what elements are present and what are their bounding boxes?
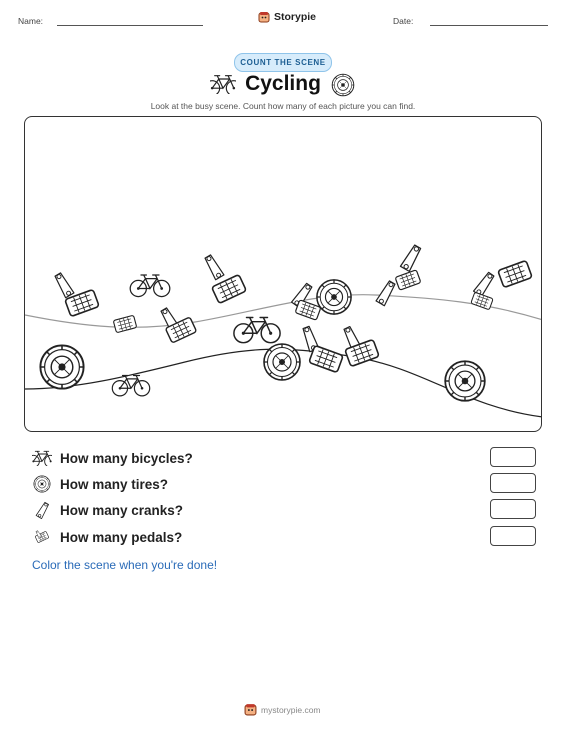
scene-pedal: [113, 315, 137, 333]
instructions: Look at the busy scene. Count how many of each picture you can find.: [150, 101, 416, 111]
scene-crank: [204, 254, 224, 280]
question-text: How many pedals?: [60, 529, 183, 545]
scene-bicycle: [234, 318, 280, 343]
scene-bicycle: [112, 376, 149, 396]
scene-tire: [317, 280, 351, 314]
scene-crank: [376, 280, 396, 306]
footer: [244, 703, 321, 716]
question-text: How many cranks?: [60, 502, 184, 518]
question-bicycles: [32, 448, 193, 468]
scene-tire: [445, 361, 485, 401]
tire-icon: [33, 475, 51, 493]
question-cranks: [32, 500, 183, 520]
scene-tire: [264, 344, 300, 380]
page-title: Cycling: [245, 72, 321, 95]
tire-icon: [331, 73, 355, 97]
scene-crank: [400, 244, 422, 271]
storypie-logo-icon: [244, 703, 257, 716]
question-tires: [32, 474, 168, 494]
bicycle-icon: [32, 450, 52, 466]
date-field[interactable]: [430, 25, 548, 26]
brand: [258, 11, 316, 23]
scene-pedal: [309, 345, 343, 372]
date-label: Date:: [393, 16, 414, 26]
count-scene: [24, 116, 542, 432]
question-pedals: [32, 527, 182, 547]
scene-illustration: [25, 117, 542, 432]
answer-box-bicycles[interactable]: [490, 447, 536, 467]
section-badge: COUNT THE SCENE: [234, 53, 332, 72]
scene-tire: [40, 345, 83, 388]
scene-pedal: [498, 260, 532, 287]
color-instruction: Color the scene when you're done!: [32, 558, 218, 572]
scene-pedal: [395, 270, 421, 290]
scene-pedal: [295, 300, 321, 320]
name-field[interactable]: [57, 25, 203, 26]
footer-url[interactable]: mystorypie.com: [261, 704, 321, 715]
scene-crank: [54, 272, 74, 298]
storypie-logo-icon: [258, 11, 270, 23]
answer-box-tires[interactable]: [490, 473, 536, 493]
answer-box-cranks[interactable]: [490, 499, 536, 519]
brand-name: Storypie: [274, 11, 317, 23]
question-text: How many tires?: [60, 476, 169, 492]
pedal-icon: [33, 528, 51, 546]
crank-icon: [34, 500, 50, 520]
answer-box-pedals[interactable]: [490, 526, 536, 546]
question-text: How many bicycles?: [60, 450, 193, 466]
scene-bicycle: [130, 275, 170, 297]
scene-pedal: [471, 292, 493, 310]
name-label: Name:: [18, 16, 44, 26]
